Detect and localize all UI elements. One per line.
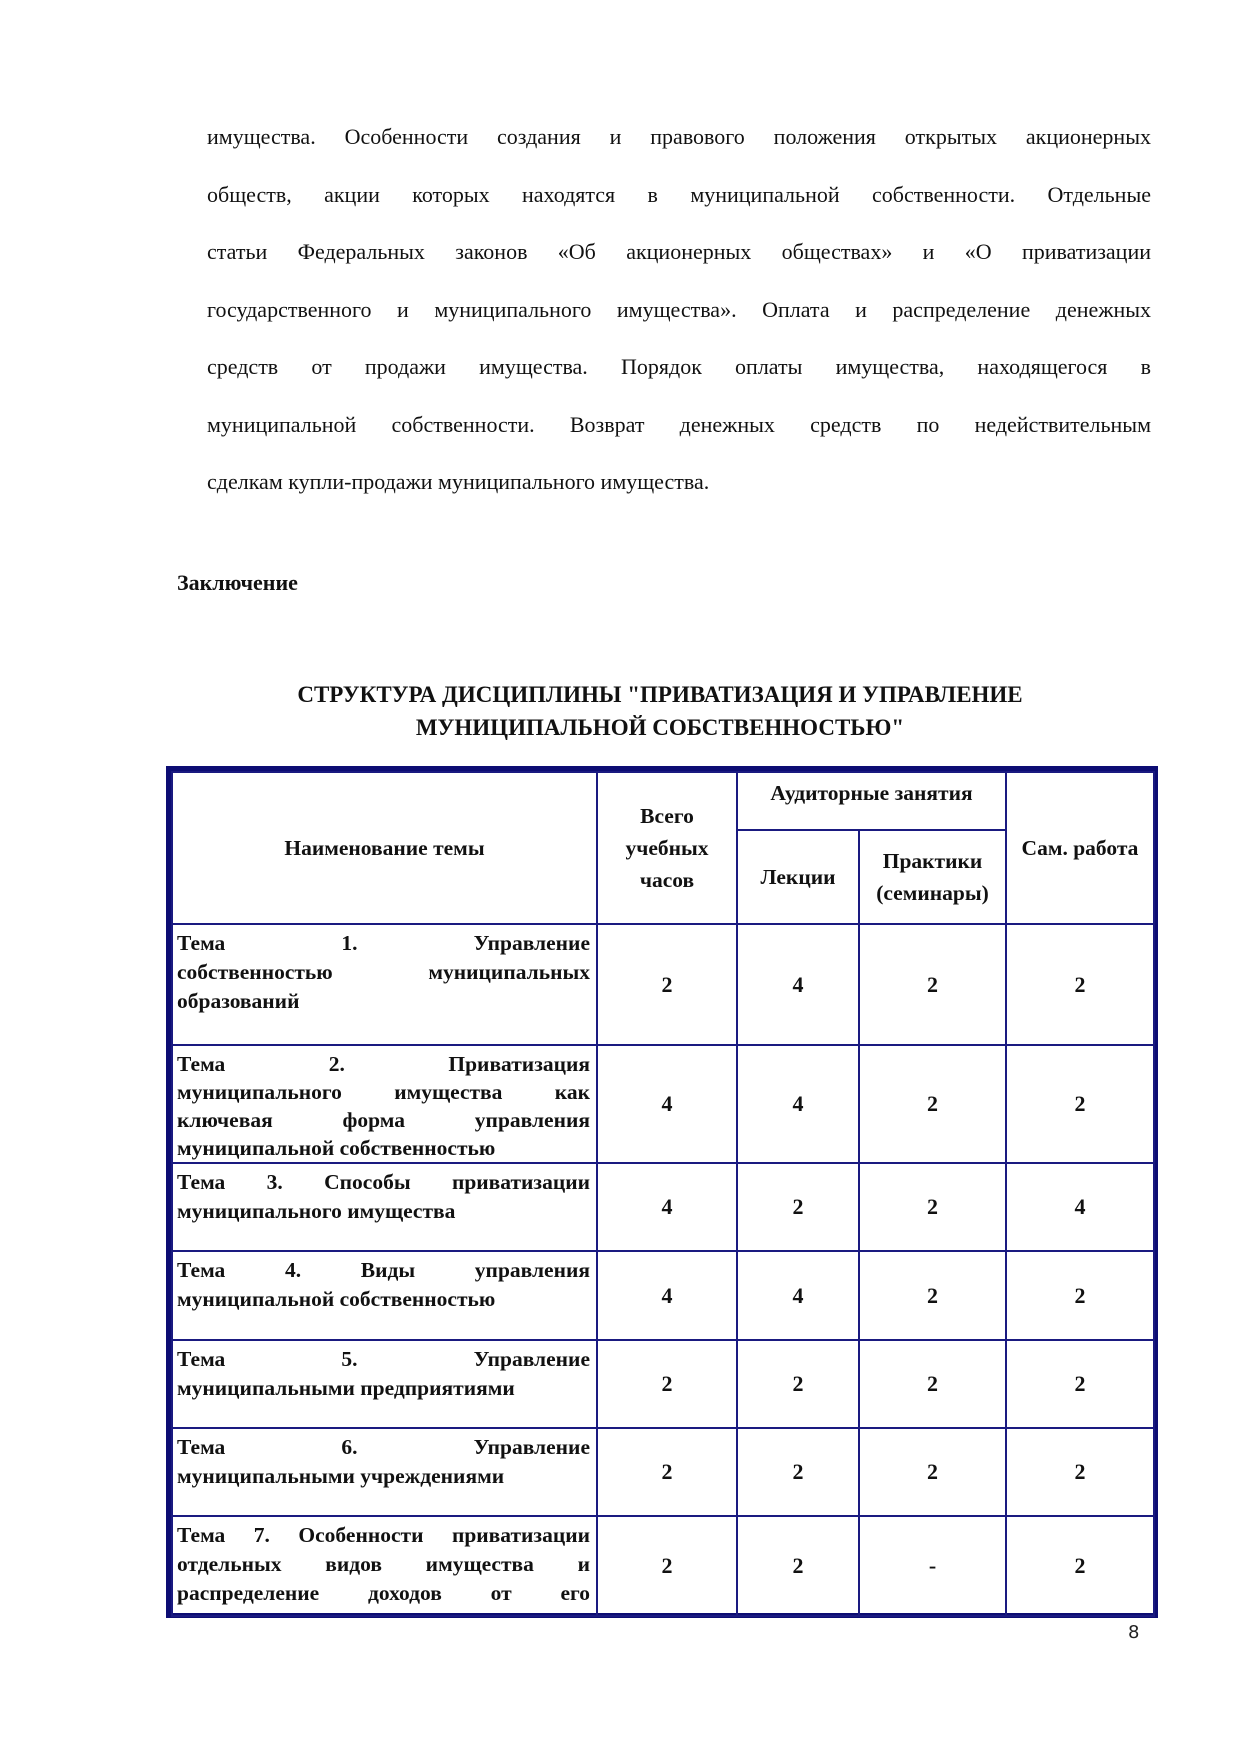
header-total-hours xyxy=(597,772,737,924)
table-row xyxy=(172,1428,1154,1516)
self-work-cell: 2 xyxy=(1006,924,1154,1045)
header-practice xyxy=(859,830,1006,924)
practice-cell: 2 xyxy=(859,924,1006,1045)
lectures-cell: 2 xyxy=(737,1340,859,1428)
table-title-line: СТРУКТУРА ДИСЦИПЛИНЫ "ПРИВАТИЗАЦИЯ И УПРАВЛЕНИЕ xyxy=(297,682,1023,707)
total-hours-cell: 4 xyxy=(597,1251,737,1340)
table-row xyxy=(172,1163,1154,1251)
lectures-cell: 2 xyxy=(737,1163,859,1251)
header-practice-line: Практики xyxy=(882,849,983,873)
lectures-cell: 2 xyxy=(737,1516,859,1616)
table-row xyxy=(172,1516,1154,1616)
table-row xyxy=(172,1251,1154,1340)
practice-cell: 2 xyxy=(859,1428,1006,1516)
header-practice-line: (семинары) xyxy=(876,881,989,905)
topic-line: Тема 5. Управление xyxy=(177,1347,590,1371)
self-work-cell: 2 xyxy=(1006,1251,1154,1340)
header-total-line: учебных xyxy=(625,836,709,860)
table-title-line: МУНИЦИПАЛЬНОЙ СОБСТВЕННОСТЬЮ" xyxy=(415,715,905,740)
practice-cell: 2 xyxy=(859,1251,1006,1340)
lectures-cell: 4 xyxy=(737,924,859,1045)
total-hours-cell: 2 xyxy=(597,1340,737,1428)
self-work-cell: 2 xyxy=(1006,1340,1154,1428)
topic-line: ключевая форма управления xyxy=(177,1108,590,1132)
topic-line: Тема 6. Управление xyxy=(177,1435,590,1459)
topic-cell xyxy=(172,1516,597,1616)
self-work-cell: 2 xyxy=(1006,1045,1154,1163)
paragraph-line: статьи Федеральных законов «Об акционерных обществах» и «О приватизации xyxy=(207,239,1151,264)
topic-cell xyxy=(172,924,597,1045)
practice-cell: 2 xyxy=(859,1340,1006,1428)
topic-line: Тема 1. Управление xyxy=(177,931,590,955)
header-self-work: Сам. работа xyxy=(1006,772,1154,924)
practice-cell: 2 xyxy=(859,1163,1006,1251)
header-total-line: Всего xyxy=(640,804,694,828)
topic-cell xyxy=(172,1251,597,1340)
topic-line: муниципальными предприятиями xyxy=(177,1376,515,1400)
topic-line: Тема 7. Особенности приватизации xyxy=(177,1523,590,1547)
practice-cell: - xyxy=(859,1516,1006,1616)
paragraph-line: государственного и муниципального имущества». Оплата и распределение денежных xyxy=(207,296,1151,322)
header-lectures: Лекции xyxy=(737,830,859,924)
topic-line: отдельных видов имущества и xyxy=(177,1552,590,1576)
topic-line: распределение доходов от его xyxy=(177,1581,590,1605)
total-hours-cell: 4 xyxy=(597,1045,737,1163)
topic-cell xyxy=(172,1045,597,1163)
header-total-line: часов xyxy=(639,868,695,892)
self-work-cell: 2 xyxy=(1006,1428,1154,1516)
header-auditory: Аудиторные занятия xyxy=(737,772,1006,830)
paragraph-line: обществ, акции которых находятся в муниципальной собственности. Отдельные xyxy=(207,181,1151,207)
topic-cell xyxy=(172,1428,597,1516)
topic-line: муниципальными учреждениями xyxy=(177,1464,505,1488)
paragraph-line: сделкам купли-продажи муниципального имущества. xyxy=(207,469,710,494)
total-hours-cell: 2 xyxy=(597,1516,737,1616)
paragraph-line: имущества. Особенности создания и правового положения открытых акционерных xyxy=(207,124,1151,149)
body-paragraph xyxy=(207,108,1151,511)
page-number: 8 xyxy=(1128,1622,1140,1643)
topic-line: Тема 2. Приватизация xyxy=(177,1052,590,1076)
topic-line: муниципального имущества xyxy=(177,1199,456,1223)
paragraph-line: муниципальной собственности. Возврат денежных средств по недействительным xyxy=(207,411,1151,437)
topic-line: Тема 3. Способы приватизации xyxy=(177,1170,590,1194)
lectures-cell: 2 xyxy=(737,1428,859,1516)
topic-line: образований xyxy=(177,989,300,1013)
total-hours-cell: 2 xyxy=(597,1428,737,1516)
topic-cell xyxy=(172,1163,597,1251)
table-row xyxy=(172,924,1154,1045)
table-title xyxy=(160,678,1160,744)
self-work-cell: 4 xyxy=(1006,1163,1154,1251)
paragraph-line: средств от продажи имущества. Порядок оплаты имущества, находящегося в xyxy=(207,354,1151,379)
topic-cell xyxy=(172,1340,597,1428)
lectures-cell: 4 xyxy=(737,1251,859,1340)
practice-cell: 2 xyxy=(859,1045,1006,1163)
discipline-structure-table xyxy=(166,766,1158,1618)
section-heading: Заключение xyxy=(177,570,298,595)
total-hours-cell: 2 xyxy=(597,924,737,1045)
topic-line: муниципальной собственностью xyxy=(177,1136,496,1160)
table-row xyxy=(172,1045,1154,1163)
header-topic: Наименование темы xyxy=(172,772,597,924)
table-row xyxy=(172,1340,1154,1428)
topic-line: Тема 4. Виды управления xyxy=(177,1258,590,1282)
self-work-cell: 2 xyxy=(1006,1516,1154,1616)
topic-line: муниципальной собственностью xyxy=(177,1287,496,1311)
total-hours-cell: 4 xyxy=(597,1163,737,1251)
lectures-cell: 4 xyxy=(737,1045,859,1163)
topic-line: собственностью муниципальных xyxy=(177,960,590,984)
topic-line: муниципального имущества как xyxy=(177,1080,590,1104)
